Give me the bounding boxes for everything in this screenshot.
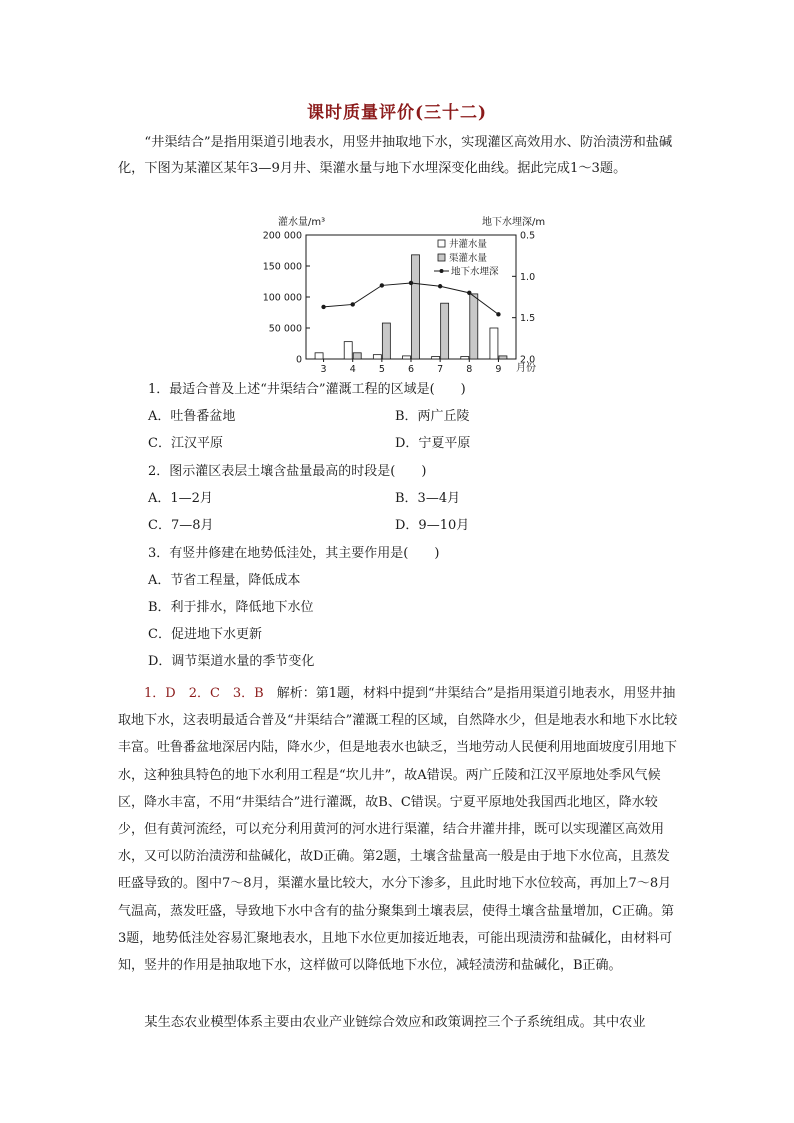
groundwater-depth-point	[380, 283, 384, 287]
x-tick-label: 4	[349, 364, 356, 375]
x-tick-label: 9	[495, 364, 502, 375]
canal-irrigation-bar	[499, 356, 507, 359]
right-tick-label: 1.0	[520, 271, 536, 283]
canal-irrigation-bar	[441, 303, 449, 359]
question-3-stem: 3．有竖井修建在地势低洼处，其主要作用是( )	[148, 546, 440, 561]
legend-canal-label: 渠灌水量	[449, 253, 488, 264]
right-tick-label: 1.5	[520, 313, 536, 325]
x-tick-label: 6	[407, 364, 415, 375]
answer-text: 解析：第1题，材料中提到“井渠结合”是指用渠道引地表水，用竖井抽取地下水，这表明最适合普及“井渠结合”灌溉工程的区域，自然降水少，但是地表水和地下水比较丰富。吐鲁番盆地深居内陆，降水少，但是地表水也缺乏，当地劳动人民便利用地面坡度引用地下水，这种独具特色的地下水利用工程是“坎儿井”，故A错误。两广丘陵和江汉平原地处季风气候区，降水丰富，不用“井渠结合”进行灌溉，故B、C错误。宁夏平原地处我国西北地区，降水较少，但有黄河流经，可以充分利用黄河的河水进行渠灌，结合井灌井排，既可以实现灌区高效用水，又可以防治渍涝和盐碱化，故D正确。第2题，土壤含盐量高一般是由于地下水位高，且蒸发旺盛导致的。图中7～8月，渠灌水量比较大，水分下渗多，且此时地下水位较高，再加上7～8月气温高，蒸发旺盛，导致地下水中含有的盐分聚集到土壤表层，使得土壤含盐量增加，C正确。第3题，地势低洼处容易汇聚地表水，且地下水位更加接近地表，可能出现渍涝和盐碱化，由材料可知，竖井的作用是抽取地下水，这样做可以降低地下水位，减轻渍涝和盐碱化，B正确。	[118, 686, 678, 974]
next-paragraph: 某生态农业模型体系主要由农业产业链综合效应和政策调控三个子系统组成。其中农业	[144, 1015, 646, 1030]
q3-option-b: B．利于排水，降低地下水位	[148, 600, 314, 615]
well-irrigation-bar	[490, 328, 498, 359]
page-title: 课时质量评价(三十二)	[306, 103, 488, 123]
q3-option-d: D．调节渠道水量的季节变化	[148, 654, 315, 669]
x-tick-label: 7	[437, 364, 444, 375]
groundwater-depth-point	[467, 291, 471, 295]
left-axis-label: 灌水量/m³	[278, 217, 326, 228]
q2-option-a: A．1—2月	[148, 491, 213, 506]
well-irrigation-bar	[461, 357, 469, 359]
legend-well-swatch	[438, 240, 445, 247]
groundwater-depth-point	[351, 302, 355, 306]
left-tick-label: 200 000	[262, 230, 302, 242]
left-tick-label: 150 000	[262, 261, 302, 273]
x-tick-label: 5	[378, 364, 385, 375]
x-axis-unit: 月份	[516, 363, 536, 374]
irrigation-chart	[250, 210, 560, 380]
well-irrigation-bar	[373, 355, 381, 359]
q1-option-c: C．江汉平原	[148, 436, 223, 451]
groundwater-depth-point	[438, 284, 442, 288]
legend-depth-label: 地下水埋深	[451, 266, 499, 278]
canal-irrigation-bar	[470, 294, 478, 359]
legend-depth-marker	[440, 269, 444, 273]
right-tick-label: 0.5	[520, 230, 536, 242]
q3-option-a: A．节省工程量，降低成本	[148, 573, 301, 588]
answer-key: 1．D 2．C 3．B	[144, 686, 264, 701]
left-tick-label: 0	[295, 354, 302, 366]
groundwater-depth-point	[321, 305, 325, 309]
groundwater-depth-point	[409, 281, 413, 285]
intro-paragraph: “井渠结合”是指用渠道引地表水，用竖井抽取地下水，实现灌区高效用水、防治渍涝和盐碱化，下图为某灌区某年3—9月井、渠灌水量与地下水埋深变化曲线。据此完成1～3题。	[118, 135, 673, 176]
well-irrigation-bar	[403, 356, 411, 359]
right-tick-label: 2.0	[520, 354, 536, 366]
q1-option-b: B．两广丘陵	[395, 409, 470, 424]
canal-irrigation-bar	[412, 255, 420, 359]
x-tick-label: 8	[466, 364, 473, 375]
q2-option-c: C．7—8月	[148, 518, 214, 533]
well-irrigation-bar	[315, 353, 323, 359]
right-axis-label: 地下水埋深/m	[482, 217, 546, 228]
question-1-stem: 1．最适合普及上述“井渠结合”灌溉工程的区域是( )	[148, 382, 466, 397]
left-tick-label: 50 000	[268, 323, 302, 335]
legend-canal-swatch	[438, 254, 445, 261]
x-tick-label: 3	[320, 364, 327, 375]
q2-option-b: B．3—4月	[395, 491, 461, 506]
left-tick-label: 100 000	[262, 292, 302, 304]
canal-irrigation-bar	[382, 323, 390, 359]
groundwater-depth-point	[496, 312, 500, 316]
legend-well-label: 井灌水量	[449, 239, 488, 250]
answer-explanation	[118, 680, 678, 979]
q2-option-d: D．9—10月	[395, 518, 470, 533]
well-irrigation-bar	[432, 357, 440, 359]
canal-irrigation-bar	[353, 353, 361, 359]
q3-option-c: C．促进地下水更新	[148, 627, 262, 642]
q1-option-a: A．吐鲁番盆地	[148, 409, 236, 424]
question-2-stem: 2．图示灌区表层土壤含盐量最高的时段是( )	[148, 464, 427, 479]
well-irrigation-bar	[344, 342, 352, 359]
q1-option-d: D．宁夏平原	[395, 436, 471, 451]
